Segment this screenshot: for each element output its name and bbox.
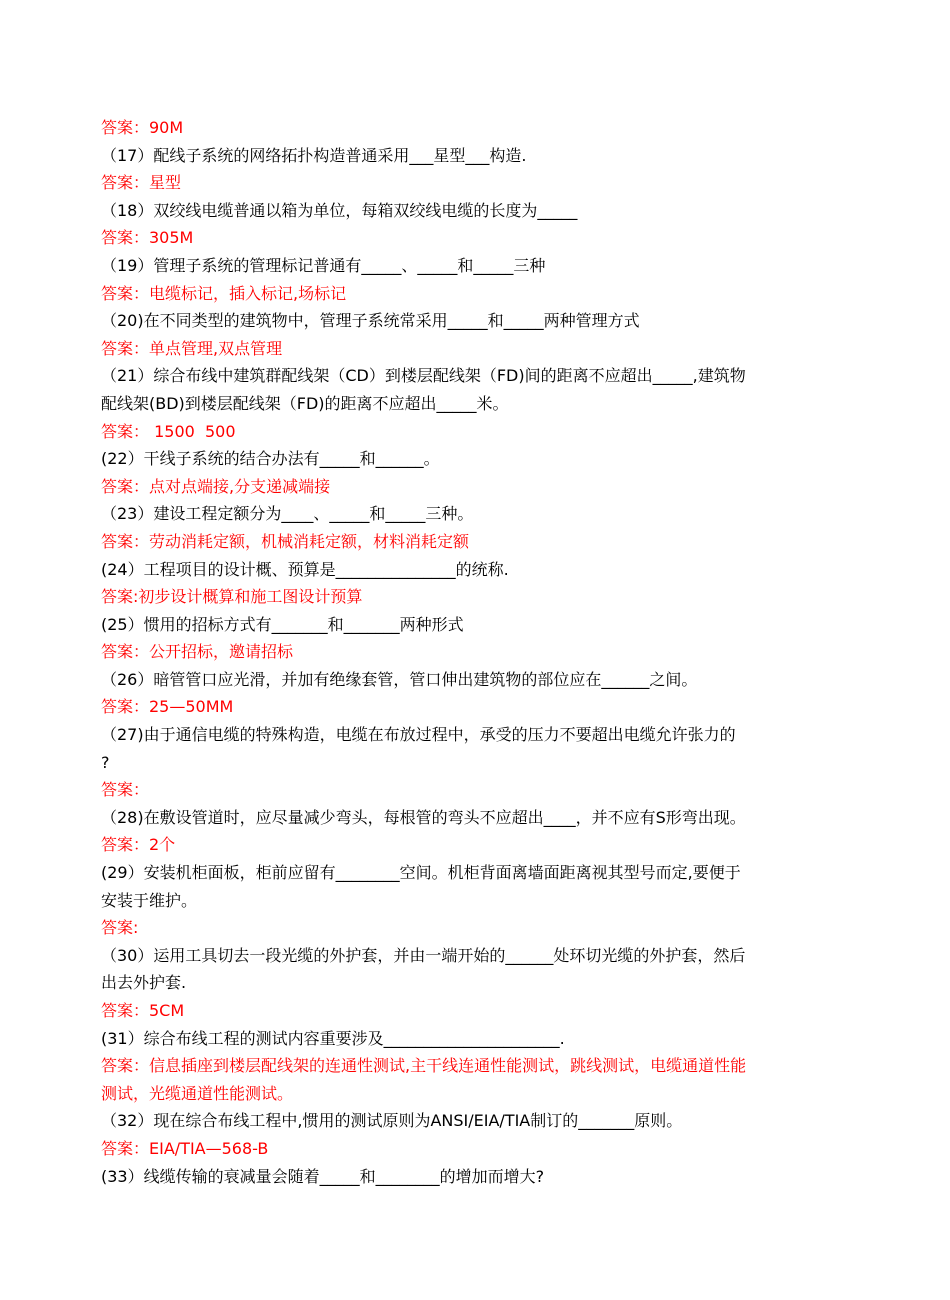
answer-line: 答案：EIA/TIA—568-B <box>101 1138 269 1158</box>
question-line: (22）干线子系统的结合办法有_____和______。 <box>101 449 440 469</box>
question-line: （17）配线子系统的网络拓扑构造普通采用___星型___构造. <box>101 145 527 165</box>
answer-line: 答案：星型 <box>101 173 182 193</box>
question-line: （23）建设工程定额分为____、_____和_____三种。 <box>101 504 474 524</box>
question-line: （20)在不同类型的建筑物中，管理子系统常采用_____和_____两种管理方式 <box>101 311 640 331</box>
question-line: (24）工程项目的设计概、预算是_______________的统称. <box>101 559 509 579</box>
question-line: 安装于维护。 <box>101 890 198 910</box>
document-page <box>101 114 853 1190</box>
answer-line: 测试，光缆通道性能测试。 <box>101 1083 294 1103</box>
answer-line: 答案：电缆标记，插入标记,场标记 <box>101 283 347 303</box>
answer-line: 答案：2个 <box>101 835 176 855</box>
answer-line: 答案：25—50MM <box>101 697 234 717</box>
question-line: 出去外护套. <box>101 973 187 993</box>
answer-line: 答案： 1500 500 <box>101 421 236 441</box>
answer-line: 答案： <box>101 780 150 800</box>
answer-line: 答案:初步设计概算和施工图设计预算 <box>101 587 363 607</box>
question-line: （27)由于通信电缆的特殊构造，电缆在布放过程中，承受的压力不要超出电缆允许张力的 <box>101 725 736 745</box>
answer-line: 答案：点对点端接,分支递减端接 <box>101 476 331 496</box>
answer-line: 答案：单点管理,双点管理 <box>101 338 283 358</box>
question-line: （26）暗管管口应光滑，并加有绝缘套管，管口伸出建筑物的部位应在______之间。 <box>101 669 698 689</box>
answer-line: 答案：305M <box>101 228 194 248</box>
question-line: (29）安装机柜面板，柜前应留有________空间。机柜背面离墙面距离视其型号而定,要便于 <box>101 863 741 883</box>
question-line: 配线架(BD)到楼层配线架（FD)的距离不应超出_____米。 <box>101 393 509 413</box>
question-line: （19）管理子系统的管理标记普通有_____、_____和_____三种 <box>101 255 546 275</box>
question-line: (25）惯用的招标方式有_______和_______两种形式 <box>101 614 464 634</box>
answer-line: 答案: <box>101 918 139 938</box>
answer-line: 答案：信息插座到楼层配线架的连通性测试,主干线连通性能测试，跳线测试，电缆通道性能 <box>101 1056 747 1076</box>
question-line: （30）运用工具切去一段光缆的外护套，并由一端开始的______处环切光缆的外护套，然后 <box>101 945 746 965</box>
answer-line: 答案：公开招标，邀请招标 <box>101 642 294 662</box>
question-line: （18）双绞线电缆普通以箱为单位，每箱双绞线电缆的长度为_____ <box>101 200 578 220</box>
question-line: ? <box>101 752 110 772</box>
question-line: （32）现在综合布线工程中,惯用的测试原则为ANSI/EIA/TIA制订的_______原则。 <box>101 1111 683 1131</box>
answer-line: 答案：5CM <box>101 1001 185 1020</box>
question-line: （28)在敷设管道时，应尽量减少弯头，每根管的弯头不应超出____，并不应有S形弯出现。 <box>101 807 746 827</box>
question-line: (31）综合布线工程的测试内容重要涉及______________________. <box>101 1028 565 1048</box>
answer-line: 答案：90M <box>101 118 184 137</box>
question-line: （21）综合布线中建筑群配线架（CD）到楼层配线架（FD)间的距离不应超出_____,建筑物 <box>101 366 746 386</box>
question-line: (33）线缆传输的衰减量会随着_____和________的增加而增大? <box>101 1166 545 1186</box>
answer-line: 答案：劳动消耗定额，机械消耗定额，材料消耗定额 <box>101 531 470 551</box>
